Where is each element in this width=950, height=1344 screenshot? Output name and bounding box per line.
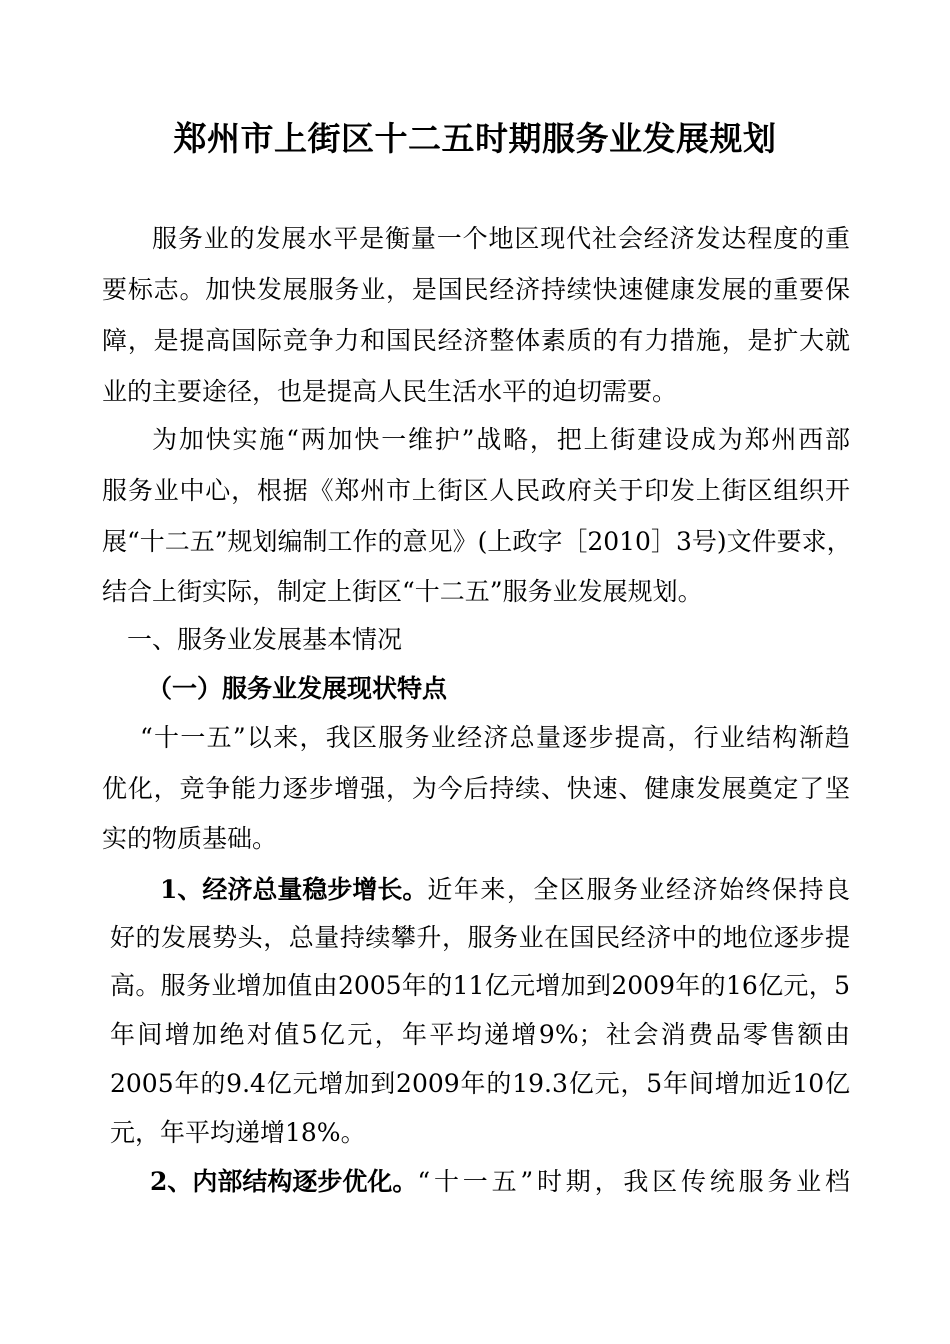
paragraph-1-line-2: 要标志。加快发展服务业，是国民经济持续快速健康发展的重要保 [102,275,850,304]
paragraph-4-line-1 [160,870,850,910]
document-title: 郑州市上街区十二五时期服务业发展规划 [173,119,777,158]
paragraph-5-line-1-text: “十一五”时期，我区传统服务业档 [417,1167,850,1196]
paragraph-3-line-3: 实的物质基础。 [102,824,278,853]
paragraph-2-line-3: 展“十二五”规划编制工作的意见》(上政字［2010］3号)文件要求， [102,527,852,556]
paragraph-1-line-4: 业的主要途径，也是提高人民生活水平的迫切需要。 [102,377,678,406]
paragraph-4-line-6: 元，年平均递增18%。 [110,1118,366,1147]
section-heading-2: （一）服务业发展现状特点 [147,674,448,703]
paragraph-4-line-4: 年间增加绝对值5亿元，年平均递增9%；社会消费品零售额由 [110,1020,850,1049]
paragraph-3-line-1: “十一五”以来，我区服务业经济总量逐步提高，行业结构渐趋 [140,723,850,752]
paragraph-1-line-1: 服务业的发展水平是衡量一个地区现代社会经济发达程度的重 [152,224,850,253]
paragraph-2-line-4: 结合上街实际，制定上街区“十二五”服务业发展规划。 [102,577,703,606]
paragraph-4-line-1-text: 近年来，全区服务业经济始终保持良 [427,875,850,904]
paragraph-4-line-5: 2005年的9.4亿元增加到2009年的19.3亿元，5年间增加近10亿 [110,1069,850,1098]
paragraph-4-line-2: 好的发展势头，总量持续攀升，服务业在国民经济中的地位逐步提 [110,923,850,952]
paragraph-4-lead: 1、经济总量稳步增长。 [160,875,428,904]
paragraph-2-line-2: 服务业中心，根据《郑州市上街区人民政府关于印发上街区组织开 [102,476,850,505]
paragraph-3-line-2: 优化，竞争能力逐步增强，为今后持续、快速、健康发展奠定了坚 [102,774,850,803]
paragraph-2-line-1: 为加快实施“两加快一维护”战略，把上街建设成为郑州西部 [152,425,850,454]
paragraph-4-line-3: 高。服务业增加值由2005年的11亿元增加到2009年的16亿元，5 [110,971,850,1000]
paragraph-5-lead: 2、内部结构逐步优化。 [150,1167,418,1196]
paragraph-1-line-3: 障，是提高国际竞争力和国民经济整体素质的有力措施，是扩大就 [102,326,850,355]
section-heading-1: 一、服务业发展基本情况 [127,625,403,654]
paragraph-5-line-1 [150,1162,850,1202]
